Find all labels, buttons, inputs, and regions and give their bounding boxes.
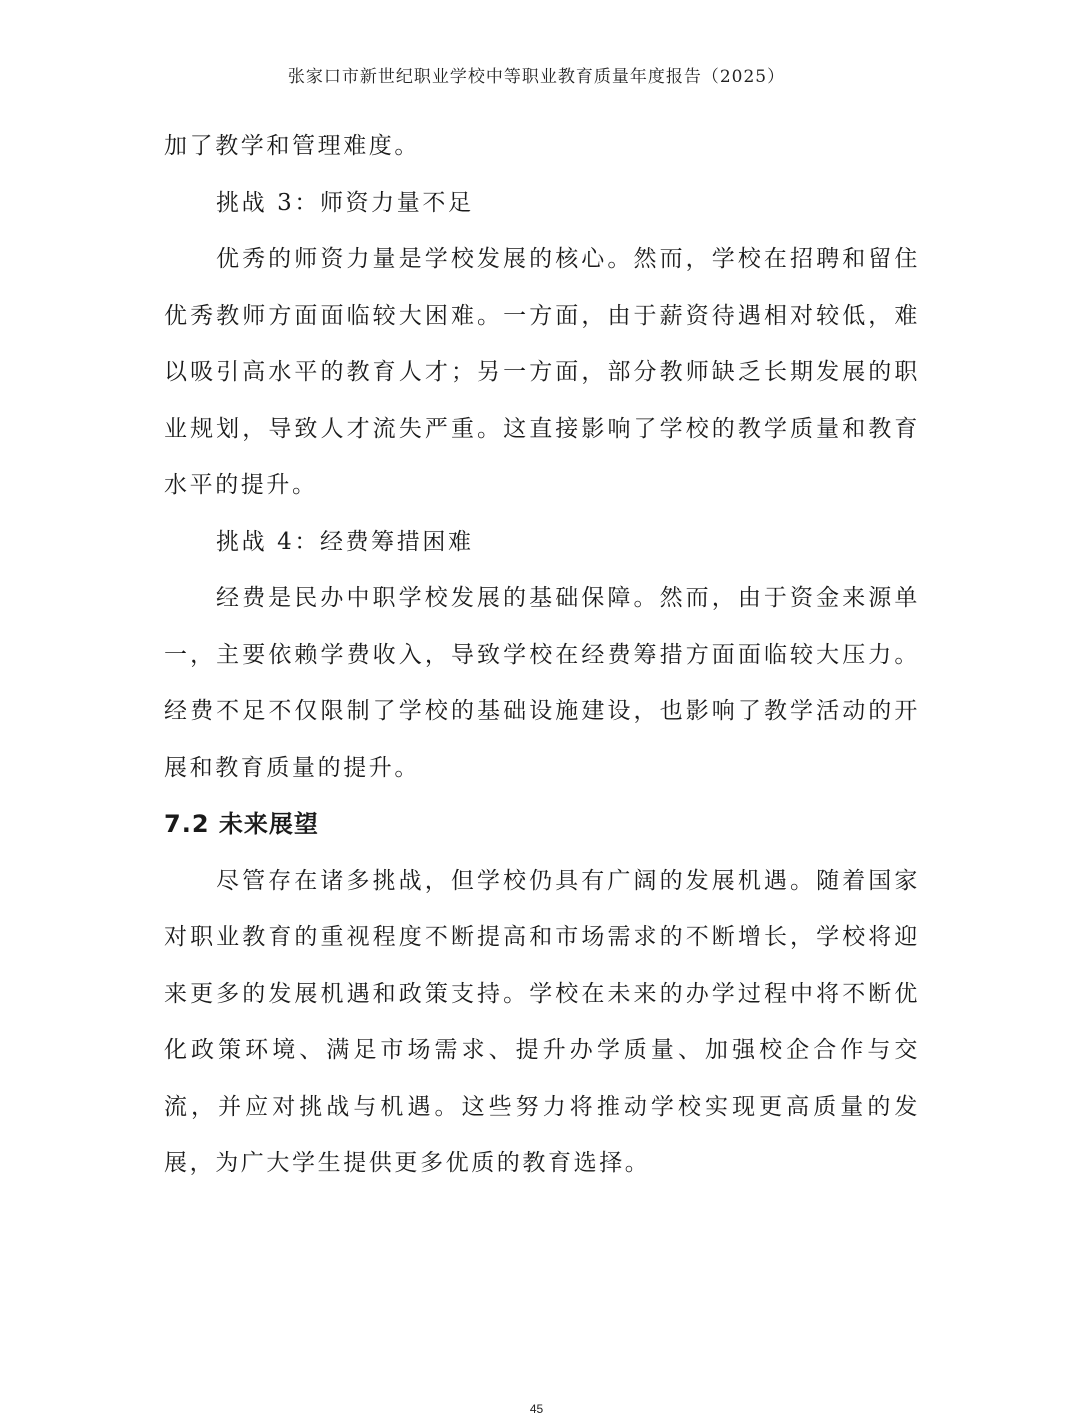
section-heading-future-outlook: 7.2 未来展望 [164, 810, 319, 838]
document-body [164, 118, 920, 1192]
page-number: 45 [529, 1402, 544, 1416]
running-header: 张家口市新世纪职业学校中等职业教育质量年度报告（2025） [287, 67, 786, 87]
challenge-3-paragraph: 优秀的师资力量是学校发展的核心。然而，学校在招聘和留住优秀教师方面面临较大困难。一方面，由于薪资待遇相对较低，难以吸引高水平的教育人才；另一方面，部分教师缺乏长期发展的职业规划，导致人才流失严重。这直接影响了学校的教学质量和教育水平的提升。 [164, 246, 920, 498]
paragraph-continued: 加了教学和管理难度。 [164, 133, 420, 159]
challenge-3-heading: 挑战 3：师资力量不足 [216, 189, 474, 216]
challenge-4-paragraph: 经费是民办中职学校发展的基础保障。然而，由于资金来源单一，主要依赖学费收入，导致学校在经费筹措方面面临较大压力。经费不足不仅限制了学校的基础设施建设，也影响了教学活动的开展和教育质量的提升。 [164, 585, 920, 781]
challenge-4-heading: 挑战 4：经费筹措困难 [216, 528, 474, 555]
future-outlook-paragraph: 尽管存在诸多挑战，但学校仍具有广阔的发展机遇。随着国家对职业教育的重视程度不断提高和市场需求的不断增长，学校将迎来更多的发展机遇和政策支持。学校在未来的办学过程中将不断优化政策环境、满足市场需求、提升办学质量、加强校企合作与交流，并应对挑战与机遇。这些努力将推动学校实现更高质量的发展，为广大学生提供更多优质的教育选择。 [164, 867, 920, 1176]
